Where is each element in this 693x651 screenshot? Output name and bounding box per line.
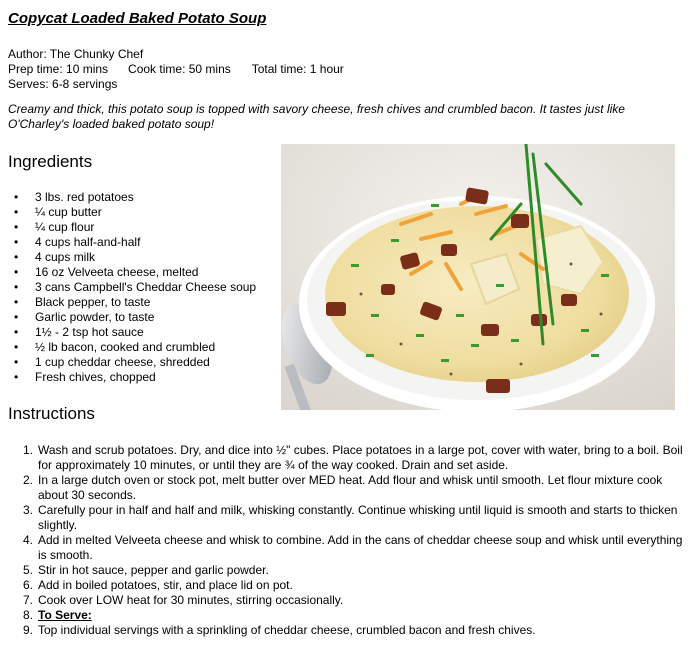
instructions-heading: Instructions	[8, 404, 95, 423]
bullet-icon: •	[14, 235, 19, 249]
list-item: 2. In a large dutch oven or stock pot, melt butter over MED heat. Add flour and whisk until smooth. Let flour mixture cook about 30 seconds.	[22, 473, 663, 502]
list-item: • Garlic powder, to taste	[14, 310, 155, 324]
bullet-icon: •	[14, 205, 19, 219]
list-item: • 1 cup cheddar cheese, shredded	[14, 355, 210, 369]
soup-bowl-icon	[281, 144, 675, 410]
instruction-list	[14, 443, 688, 638]
list-item: • 4 cups half-and-half	[14, 235, 141, 249]
cook-time: Cook time: 50 mins	[128, 62, 231, 76]
list-item: • 1½ - 2 tsp hot sauce	[14, 325, 144, 339]
list-item: • Fresh chives, chopped	[14, 370, 156, 384]
list-item: 4. Add in melted Velveeta cheese and whisk to combine. Add in the cans of cheddar cheese soup and whisk until everything is smooth.	[22, 533, 683, 562]
bullet-icon: •	[14, 295, 19, 309]
list-item: 9. Top individual servings with a sprinkling of cheddar cheese, crumbled bacon and fresh chives.	[22, 623, 536, 637]
prep-time: Prep time: 10 mins	[8, 62, 109, 76]
serves-line: Serves: 6-8 servings	[8, 77, 118, 91]
bullet-icon: •	[14, 190, 19, 204]
ingredients-heading: Ingredients	[8, 152, 93, 171]
bullet-icon: •	[14, 370, 19, 384]
ingredient-list	[14, 190, 256, 385]
bullet-icon: •	[14, 265, 19, 279]
recipe-meta	[8, 47, 344, 92]
list-item: • 16 oz Velveeta cheese, melted	[14, 265, 199, 279]
list-item: 5. Stir in hot sauce, pepper and garlic powder.	[22, 563, 269, 577]
list-item: • 4 cups milk	[14, 250, 96, 264]
author-line: Author: The Chunky Chef	[8, 47, 144, 61]
to-serve-label: To Serve:	[38, 608, 92, 622]
list-item: 3. Carefully pour in half and half and milk, whisking constantly. Continue whisking until liquid is smooth and starts to thicken slightly.	[22, 503, 678, 532]
list-item: • 3 cans Campbell's Cheddar Cheese soup	[14, 280, 257, 294]
list-item: 1. Wash and scrub potatoes. Dry, and dice into ½" cubes. Place potatoes in a large pot, cover with water, bring to a boil. Boil for approximately 10 minutes, or until they are ¾ of the way cooked. Drain and set aside.	[22, 443, 683, 472]
list-item: 8. To Serve:	[22, 608, 92, 622]
recipe-intro: Creamy and thick, this potato soup is topped with savory cheese, fresh chives and crumbled bacon. It tastes just like O'Charley's loaded baked potato soup!	[8, 102, 625, 131]
bullet-icon: •	[14, 220, 19, 234]
bullet-icon: •	[14, 340, 19, 354]
bullet-icon: •	[14, 250, 19, 264]
bullet-icon: •	[14, 280, 19, 294]
recipe-title: Copycat Loaded Baked Potato Soup	[8, 10, 267, 27]
list-item: • ½ lb bacon, cooked and crumbled	[14, 340, 216, 354]
list-item: • 3 lbs. red potatoes	[14, 190, 134, 204]
times-line	[8, 62, 344, 77]
list-item: • ¼ cup flour	[14, 220, 95, 234]
bullet-icon: •	[14, 310, 19, 324]
list-item: 6. Add in boiled potatoes, stir, and place lid on pot.	[22, 578, 293, 592]
bullet-icon: •	[14, 355, 19, 369]
total-time: Total time: 1 hour	[251, 62, 344, 76]
soup-bowl-photo	[281, 144, 675, 410]
list-item: • Black pepper, to taste	[14, 295, 151, 309]
bullet-icon: •	[14, 325, 19, 339]
list-item: 7. Cook over LOW heat for 30 minutes, stirring occasionally.	[22, 593, 344, 607]
list-item: • ¼ cup butter	[14, 205, 102, 219]
